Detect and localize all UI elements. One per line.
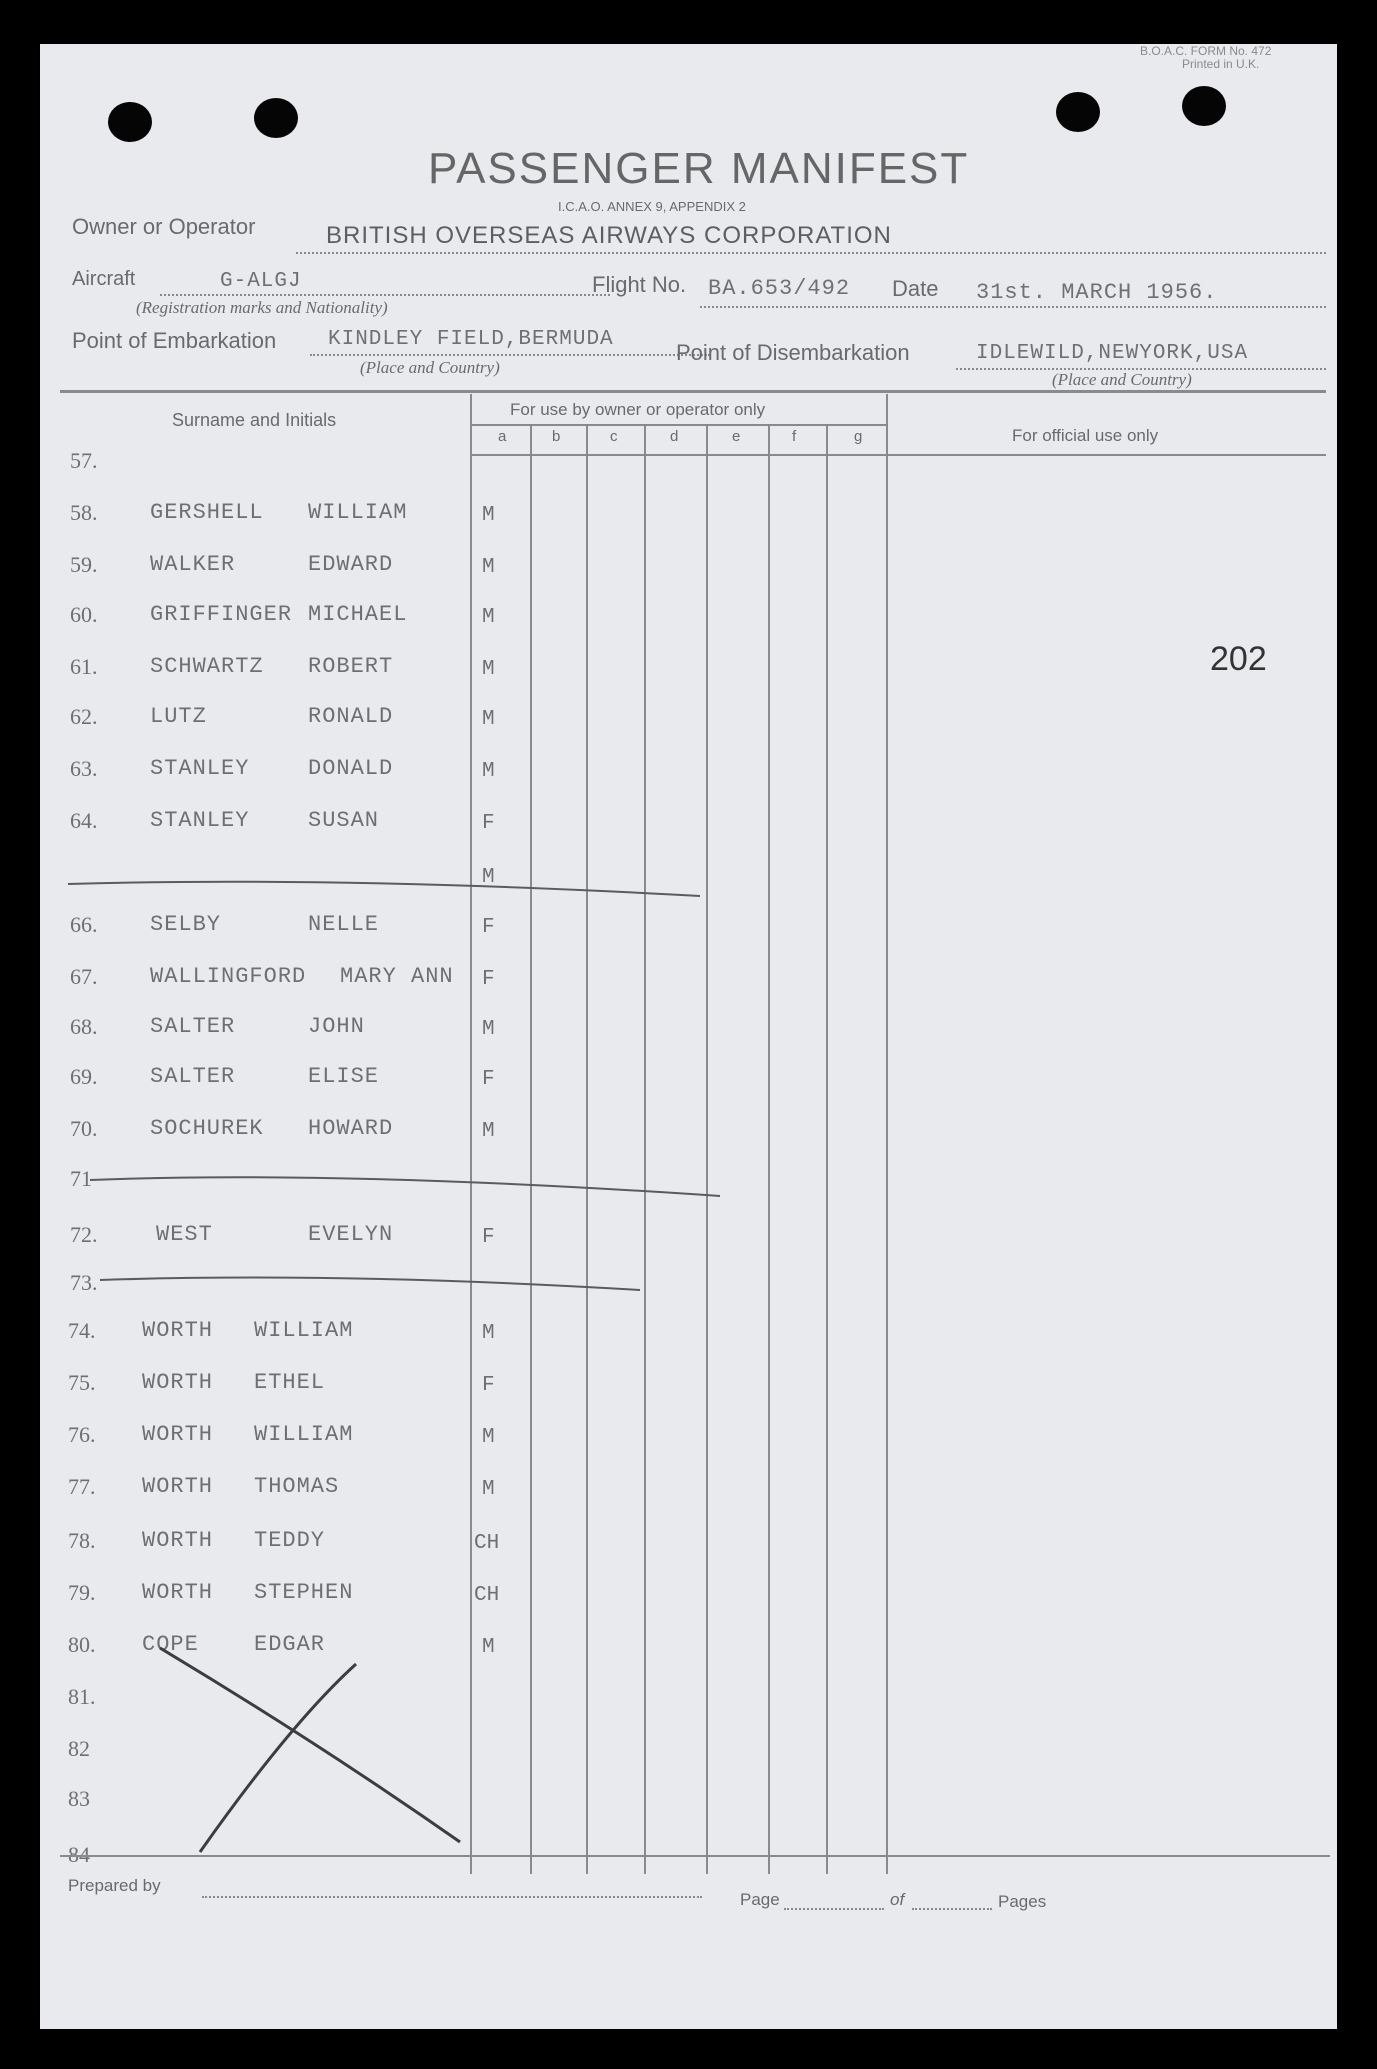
official-use-header: For official use only <box>1012 426 1159 445</box>
disembark-value: IDLEWILD,NEWYORK,USA <box>976 342 1249 365</box>
row-number: 78. <box>68 1528 96 1553</box>
prepared-by-line <box>202 1896 702 1898</box>
passenger-first-name: SUSAN <box>308 808 380 833</box>
passenger-first-name: THOMAS <box>254 1474 340 1499</box>
form-number: B.O.A.C. FORM No. 472 <box>1140 44 1272 58</box>
embark-value: KINDLEY FIELD,BERMUDA <box>328 328 614 351</box>
passenger-first-name: JOHN <box>308 1014 365 1039</box>
page-label: Page <box>740 1890 780 1909</box>
owner-value: BRITISH OVERSEAS AIRWAYS CORPORATION <box>326 222 892 249</box>
passenger-sex: M <box>482 1478 495 1501</box>
passenger-sex: F <box>482 1226 495 1249</box>
passenger-surname: WEST <box>156 1222 213 1247</box>
row-number: 81. <box>68 1684 96 1709</box>
passenger-first-name: TEDDY <box>254 1528 326 1553</box>
row-number: 62. <box>70 704 98 729</box>
passenger-surname: WALKER <box>150 552 236 577</box>
passenger-sex: M <box>482 556 495 579</box>
passenger-sex: F <box>482 812 495 835</box>
aircraft-note: (Registration marks and Nationality) <box>136 298 388 317</box>
column-letter: d <box>670 428 679 445</box>
passenger-sex: M <box>482 1636 495 1659</box>
passenger-surname: LUTZ <box>150 704 207 729</box>
passenger-first-name: WILLIAM <box>254 1318 354 1343</box>
flight-value: BA.653/492 <box>708 276 851 301</box>
owner-label: Owner or Operator <box>72 214 256 239</box>
flight-label: Flight No. <box>592 272 687 297</box>
passenger-first-name: MARY ANN <box>340 964 454 989</box>
passenger-first-name: EDWARD <box>308 552 394 577</box>
handwritten-strikes <box>40 44 1337 2029</box>
passenger-first-name: WILLIAM <box>308 500 408 525</box>
column-letter: g <box>854 428 863 445</box>
row-number: 72. <box>70 1222 98 1247</box>
passenger-first-name: STEPHEN <box>254 1580 354 1605</box>
passenger-first-name: ROBERT <box>308 654 394 679</box>
passenger-surname: WORTH <box>142 1474 214 1499</box>
row-number: 77. <box>68 1474 96 1499</box>
row-number: 63. <box>70 756 98 781</box>
owner-use-header: For use by owner or operator only <box>510 400 766 419</box>
date-label: Date <box>892 276 939 301</box>
embark-label: Point of Embarkation <box>72 328 277 353</box>
aircraft-value: G-ALGJ <box>220 270 302 293</box>
passenger-sex: CH <box>474 1532 500 1555</box>
passenger-surname: STANLEY <box>150 808 250 833</box>
surname-column-header: Surname and Initials <box>172 410 337 430</box>
passenger-surname: SELBY <box>150 912 222 937</box>
passenger-first-name: WILLIAM <box>254 1422 354 1447</box>
manifest-sheet <box>40 44 1337 2029</box>
passenger-first-name: MICHAEL <box>308 602 408 627</box>
passenger-surname: GRIFFINGER <box>150 602 293 627</box>
passenger-sex: F <box>482 916 495 939</box>
passenger-sex: M <box>482 504 495 527</box>
passenger-sex: F <box>482 968 495 991</box>
passenger-sex: M <box>482 1120 495 1143</box>
passenger-sex: M <box>482 760 495 783</box>
passenger-sex: M <box>482 1426 495 1449</box>
column-letter: e <box>732 428 741 445</box>
column-letter: b <box>552 428 561 445</box>
page-subtitle: I.C.A.O. ANNEX 9, APPENDIX 2 <box>558 199 746 214</box>
row-number: 59. <box>70 552 98 577</box>
disembark-note: (Place and Country) <box>1052 370 1192 389</box>
of-line <box>912 1908 992 1910</box>
passenger-sex: F <box>482 1068 495 1091</box>
passenger-surname: WORTH <box>142 1370 214 1395</box>
passenger-surname: SCHWARTZ <box>150 654 264 679</box>
passenger-first-name: HOWARD <box>308 1116 394 1141</box>
row-number: 58. <box>70 500 98 525</box>
disembark-label: Point of Disembarkation <box>676 340 910 365</box>
row-number: 66. <box>70 912 98 937</box>
page-title: PASSENGER MANIFEST <box>428 144 970 193</box>
passenger-sex: M <box>482 658 495 681</box>
passenger-sex: M <box>482 606 495 629</box>
passenger-first-name: EVELYN <box>308 1222 394 1247</box>
aircraft-label: Aircraft <box>72 268 136 290</box>
passenger-sex: M <box>482 866 495 889</box>
passenger-surname: WORTH <box>142 1422 214 1447</box>
passenger-sex: M <box>482 1018 495 1041</box>
passenger-surname: WALLINGFORD <box>150 964 307 989</box>
passenger-sex: CH <box>474 1584 500 1607</box>
row-number: 80. <box>68 1632 96 1657</box>
row-number: 82 <box>68 1736 90 1761</box>
passenger-surname: SOCHUREK <box>150 1116 264 1141</box>
passenger-first-name: RONALD <box>308 704 394 729</box>
passenger-first-name: ETHEL <box>254 1370 326 1395</box>
pages-label: Pages <box>998 1892 1047 1911</box>
row-number: 57. <box>70 448 98 473</box>
row-number: 67. <box>70 964 98 989</box>
row-number: 76. <box>68 1422 96 1447</box>
passenger-surname: SALTER <box>150 1014 236 1039</box>
passenger-surname: WORTH <box>142 1580 214 1605</box>
passenger-sex: M <box>482 708 495 731</box>
passenger-first-name: EDGAR <box>254 1632 326 1657</box>
passenger-sex: M <box>482 1322 495 1345</box>
passenger-sex: F <box>482 1374 495 1397</box>
passenger-first-name: DONALD <box>308 756 394 781</box>
row-number: 61. <box>70 654 98 679</box>
of-label: of <box>890 1890 905 1909</box>
passenger-surname: WORTH <box>142 1528 214 1553</box>
passenger-surname: STANLEY <box>150 756 250 781</box>
row-number: 71 <box>70 1166 92 1191</box>
row-number: 79. <box>68 1580 96 1605</box>
row-number: 69. <box>70 1064 98 1089</box>
official-number: 202 <box>1210 640 1267 678</box>
row-number: 70. <box>70 1116 98 1141</box>
row-number: 84 <box>68 1842 90 1867</box>
prepared-by-label: Prepared by <box>68 1876 161 1895</box>
row-number: 64. <box>70 808 98 833</box>
passenger-surname: WORTH <box>142 1318 214 1343</box>
column-letter: f <box>792 428 797 445</box>
passenger-first-name: ELISE <box>308 1064 380 1089</box>
passenger-surname: COPE <box>142 1632 199 1657</box>
row-number: 74. <box>68 1318 96 1343</box>
row-number: 60. <box>70 602 98 627</box>
column-letter: a <box>498 428 507 445</box>
date-value: 31st. MARCH 1956. <box>976 280 1218 305</box>
row-number: 73. <box>70 1270 98 1295</box>
row-number: 75. <box>68 1370 96 1395</box>
embark-note: (Place and Country) <box>360 358 500 377</box>
passenger-first-name: NELLE <box>308 912 380 937</box>
printed-note: Printed in U.K. <box>1182 57 1260 71</box>
column-letter: c <box>610 428 618 445</box>
passenger-surname: SALTER <box>150 1064 236 1089</box>
row-number: 83 <box>68 1786 90 1811</box>
row-number: 68. <box>70 1014 98 1039</box>
page-line <box>784 1908 884 1910</box>
passenger-surname: GERSHELL <box>150 500 264 525</box>
